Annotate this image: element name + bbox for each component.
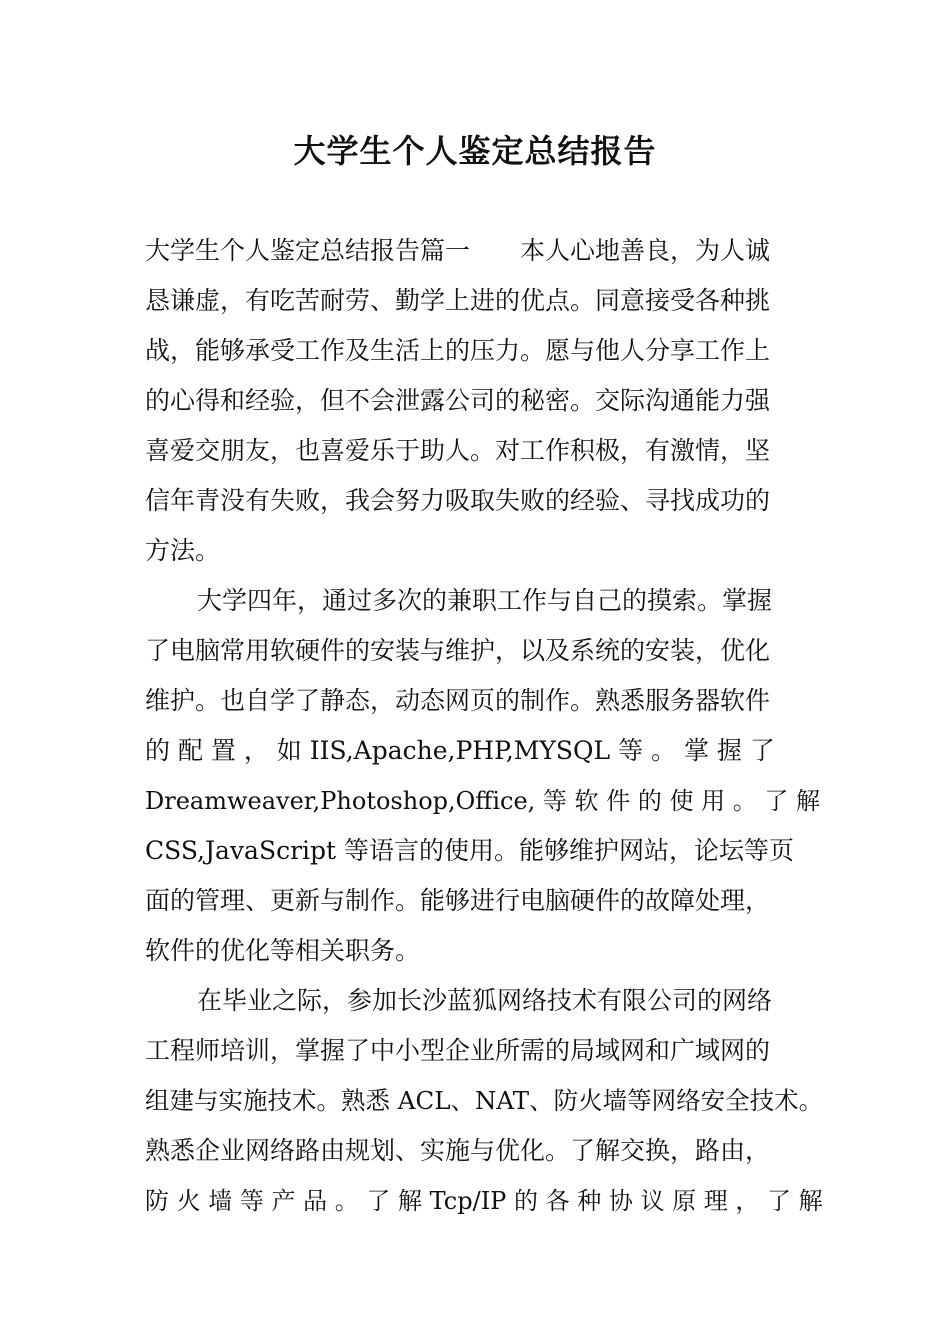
text-line: 恳谦虚，有吃苦耐劳、勤学上进的优点。同意接受各种挑 <box>145 286 771 315</box>
text-line: 维护。也自学了静态，动态网页的制作。熟悉服务器软件 <box>145 686 771 715</box>
text-line: Dreamweaver,Photoshop,Office, 等 软 件 的 使 用 。 了 解 <box>145 787 820 815</box>
text-line: 熟悉企业网络路由规划、实施与优化。了解交换，路由， <box>145 1136 771 1165</box>
document-body <box>145 226 825 1226</box>
text-line: 大学生个人鉴定总结报告篇一 本人心地善良，为人诚 <box>145 236 771 265</box>
text-line: 面的管理、更新与制作。能够进行电脑硬件的故障处理， <box>145 886 771 915</box>
document-title: 大学生个人鉴定总结报告 <box>293 132 657 170</box>
text-line: 的心得和经验，但不会泄露公司的秘密。交际沟通能力强 <box>145 386 771 415</box>
text-line: 信年青没有失败，我会努力吸取失败的经验、寻找成功的 <box>145 486 771 515</box>
paragraph-start-line: 在毕业之际，参加长沙蓝狐网络技术有限公司的网络 <box>197 986 773 1015</box>
text-line: 了电脑常用软硬件的安装与维护，以及系统的安装，优化 <box>145 636 771 665</box>
text-line: CSS,JavaScript 等语言的使用。能够维护网站，论坛等页 <box>145 836 795 865</box>
text-line: 组建与实施技术。熟悉 ACL、NAT、防火墙等网络安全技术。 <box>145 1086 824 1115</box>
text-line: 防 火 墙 等 产 品 。 了 解 Tcp/IP 的 各 种 协 议 原 理 ， 了 解 <box>145 1187 823 1215</box>
text-line: 战，能够承受工作及生活上的压力。愿与他人分享工作上 <box>145 336 771 365</box>
paragraph-start-line: 大学四年，通过多次的兼职工作与自己的摸索。掌握 <box>197 586 773 615</box>
text-line: 软件的优化等相关职务。 <box>145 936 421 965</box>
text-line: 喜爱交朋友，也喜爱乐于助人。对工作积极，有激情，坚 <box>145 436 771 465</box>
text-line: 方法。 <box>145 536 221 565</box>
text-line: 的 配 置 ， 如 IIS,Apache,PHP,MYSQL 等 。 掌 握 了 <box>145 736 775 765</box>
text-line: 工程师培训，掌握了中小型企业所需的局域网和广域网的 <box>145 1036 771 1065</box>
